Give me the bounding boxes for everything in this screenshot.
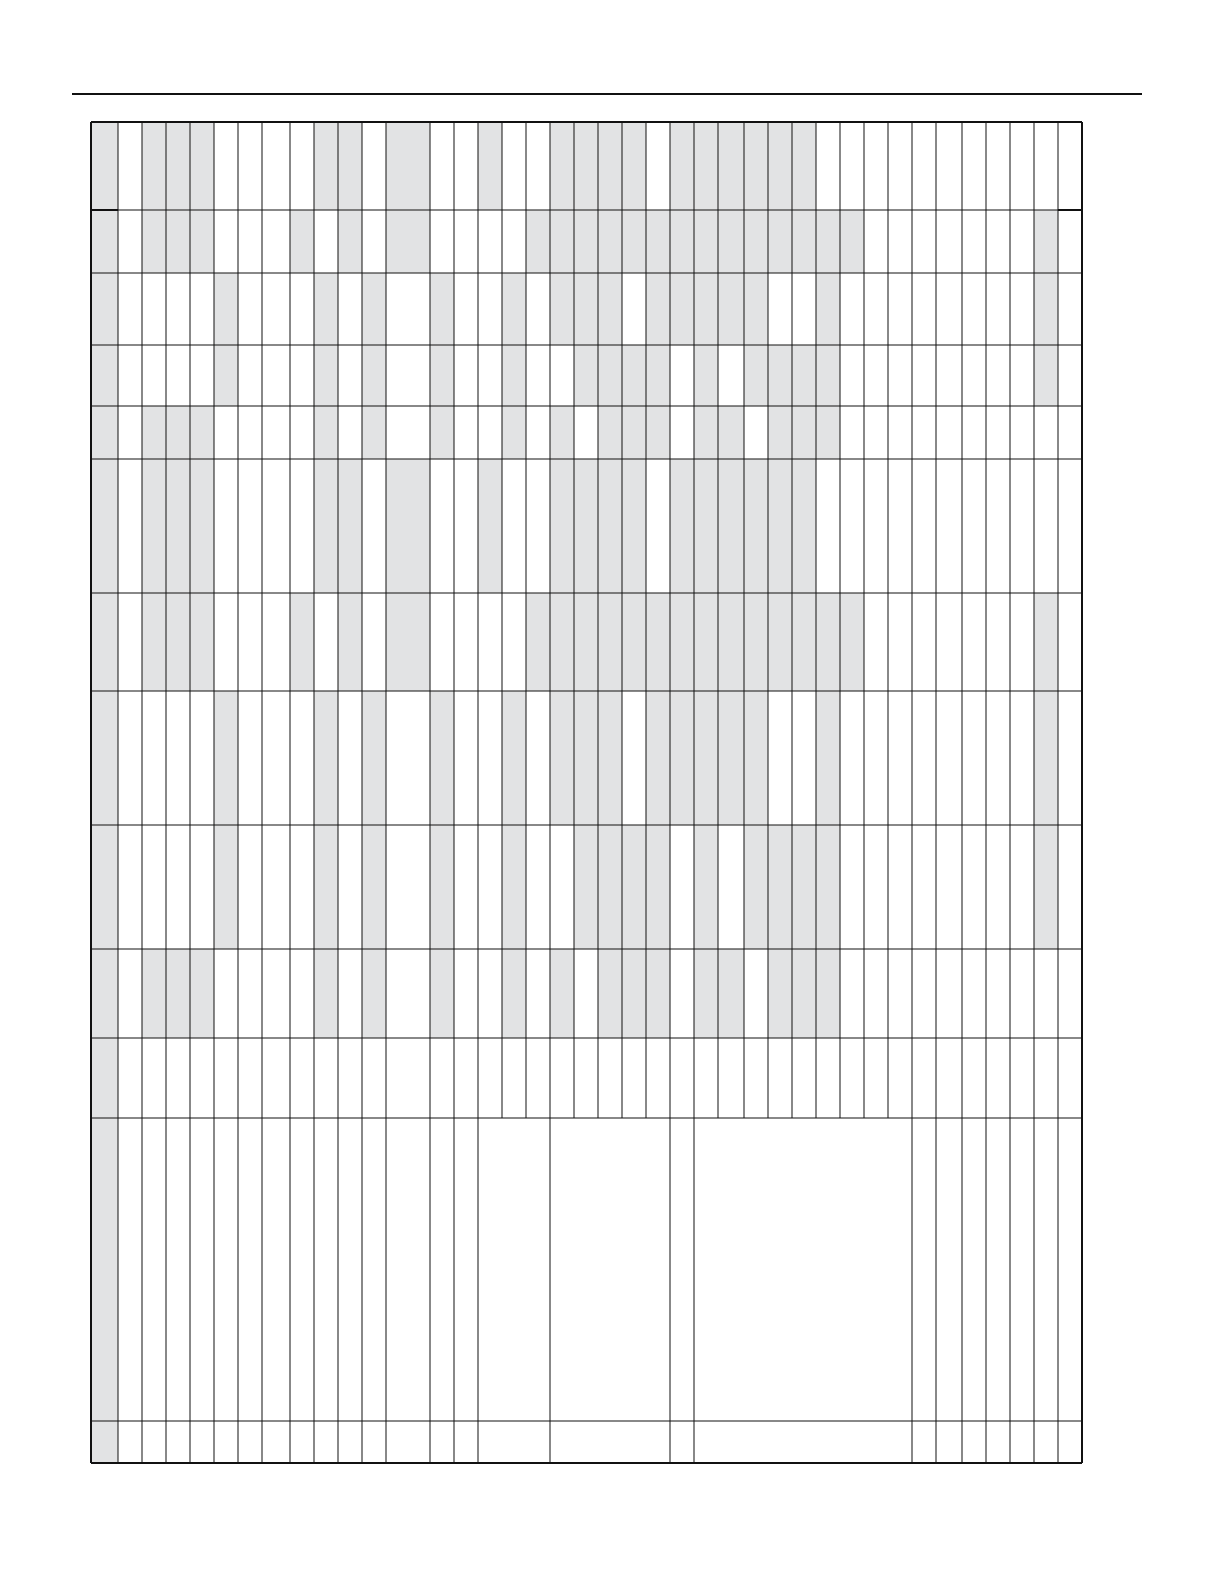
shaded-cell (670, 273, 768, 345)
shaded-cell (694, 593, 864, 691)
shaded-cell (768, 406, 840, 459)
shaded-cell (314, 691, 338, 825)
shaded-cell (550, 949, 574, 1038)
shaded-cell (314, 949, 338, 1038)
shaded-cell (646, 691, 670, 825)
shaded-cell (386, 459, 430, 593)
shaded-cell (1034, 593, 1058, 691)
shaded-cell (502, 406, 526, 459)
shaded-cell (142, 210, 214, 273)
shaded-cell (502, 949, 526, 1038)
shaded-cell (214, 691, 238, 825)
shaded-cell (314, 406, 338, 459)
shaded-cell (314, 825, 338, 949)
shaded-cell (430, 691, 454, 825)
shaded-cell (502, 273, 526, 345)
shaded-cell (550, 691, 622, 825)
shaded-cell (214, 345, 238, 406)
shaded-cell (290, 593, 314, 691)
shaded-cell (430, 345, 454, 406)
shaded-cell (386, 210, 430, 273)
shaded-cell (1034, 345, 1058, 406)
shaded-cell (478, 122, 502, 210)
shaded-cell (670, 691, 768, 825)
shaded-cell (214, 273, 238, 345)
shaded-cell (1034, 210, 1058, 273)
shaded-cell (386, 122, 430, 210)
shaded-cell (502, 345, 526, 406)
shaded-cell (142, 949, 214, 1038)
shaded-cell (214, 825, 238, 949)
shaded-cell (362, 345, 386, 406)
shaded-cell (362, 406, 386, 459)
shaded-cell (142, 593, 214, 691)
shaded-cell (694, 949, 744, 1038)
shaded-cell (142, 406, 214, 459)
shaded-cell (1034, 273, 1058, 345)
shaded-cell (670, 459, 816, 593)
shaded-cell (314, 345, 338, 406)
shaded-cell (362, 273, 386, 345)
shaded-cell (526, 593, 550, 691)
shaded-cell (362, 825, 386, 949)
shaded-cell (430, 949, 454, 1038)
shaded-cell (502, 691, 526, 825)
shaded-cell (694, 406, 744, 459)
shaded-cell (362, 949, 386, 1038)
shaded-cell (550, 406, 574, 459)
shaded-cell (430, 825, 454, 949)
shaded-cell (478, 459, 502, 593)
shaded-cell (694, 210, 864, 273)
shaded-cell (362, 691, 386, 825)
shaded-cell (386, 593, 430, 691)
shaded-cell (430, 273, 454, 345)
shaded-cell (142, 459, 214, 593)
shaded-cell (694, 345, 718, 406)
shaded-cell (550, 273, 622, 345)
shaded-cell (816, 273, 840, 345)
shaded-cell (646, 273, 670, 345)
shaded-cell (314, 273, 338, 345)
shaded-cell (768, 949, 840, 1038)
shaded-cell (430, 406, 454, 459)
shaded-cell (1034, 825, 1058, 949)
shaded-cell (502, 825, 526, 949)
shaded-cell (816, 691, 840, 825)
shaded-cell (694, 825, 718, 949)
shaded-cell (290, 210, 314, 273)
shaded-cell (670, 122, 816, 210)
shaded-cell (598, 949, 670, 1038)
shaded-cell (598, 406, 670, 459)
shaded-cell (142, 122, 214, 210)
shaded-cell (338, 210, 362, 273)
shaded-cell (338, 593, 362, 691)
shaded-cell (526, 210, 550, 273)
shaded-row-band (91, 122, 118, 1463)
shaded-cell (1034, 691, 1058, 825)
